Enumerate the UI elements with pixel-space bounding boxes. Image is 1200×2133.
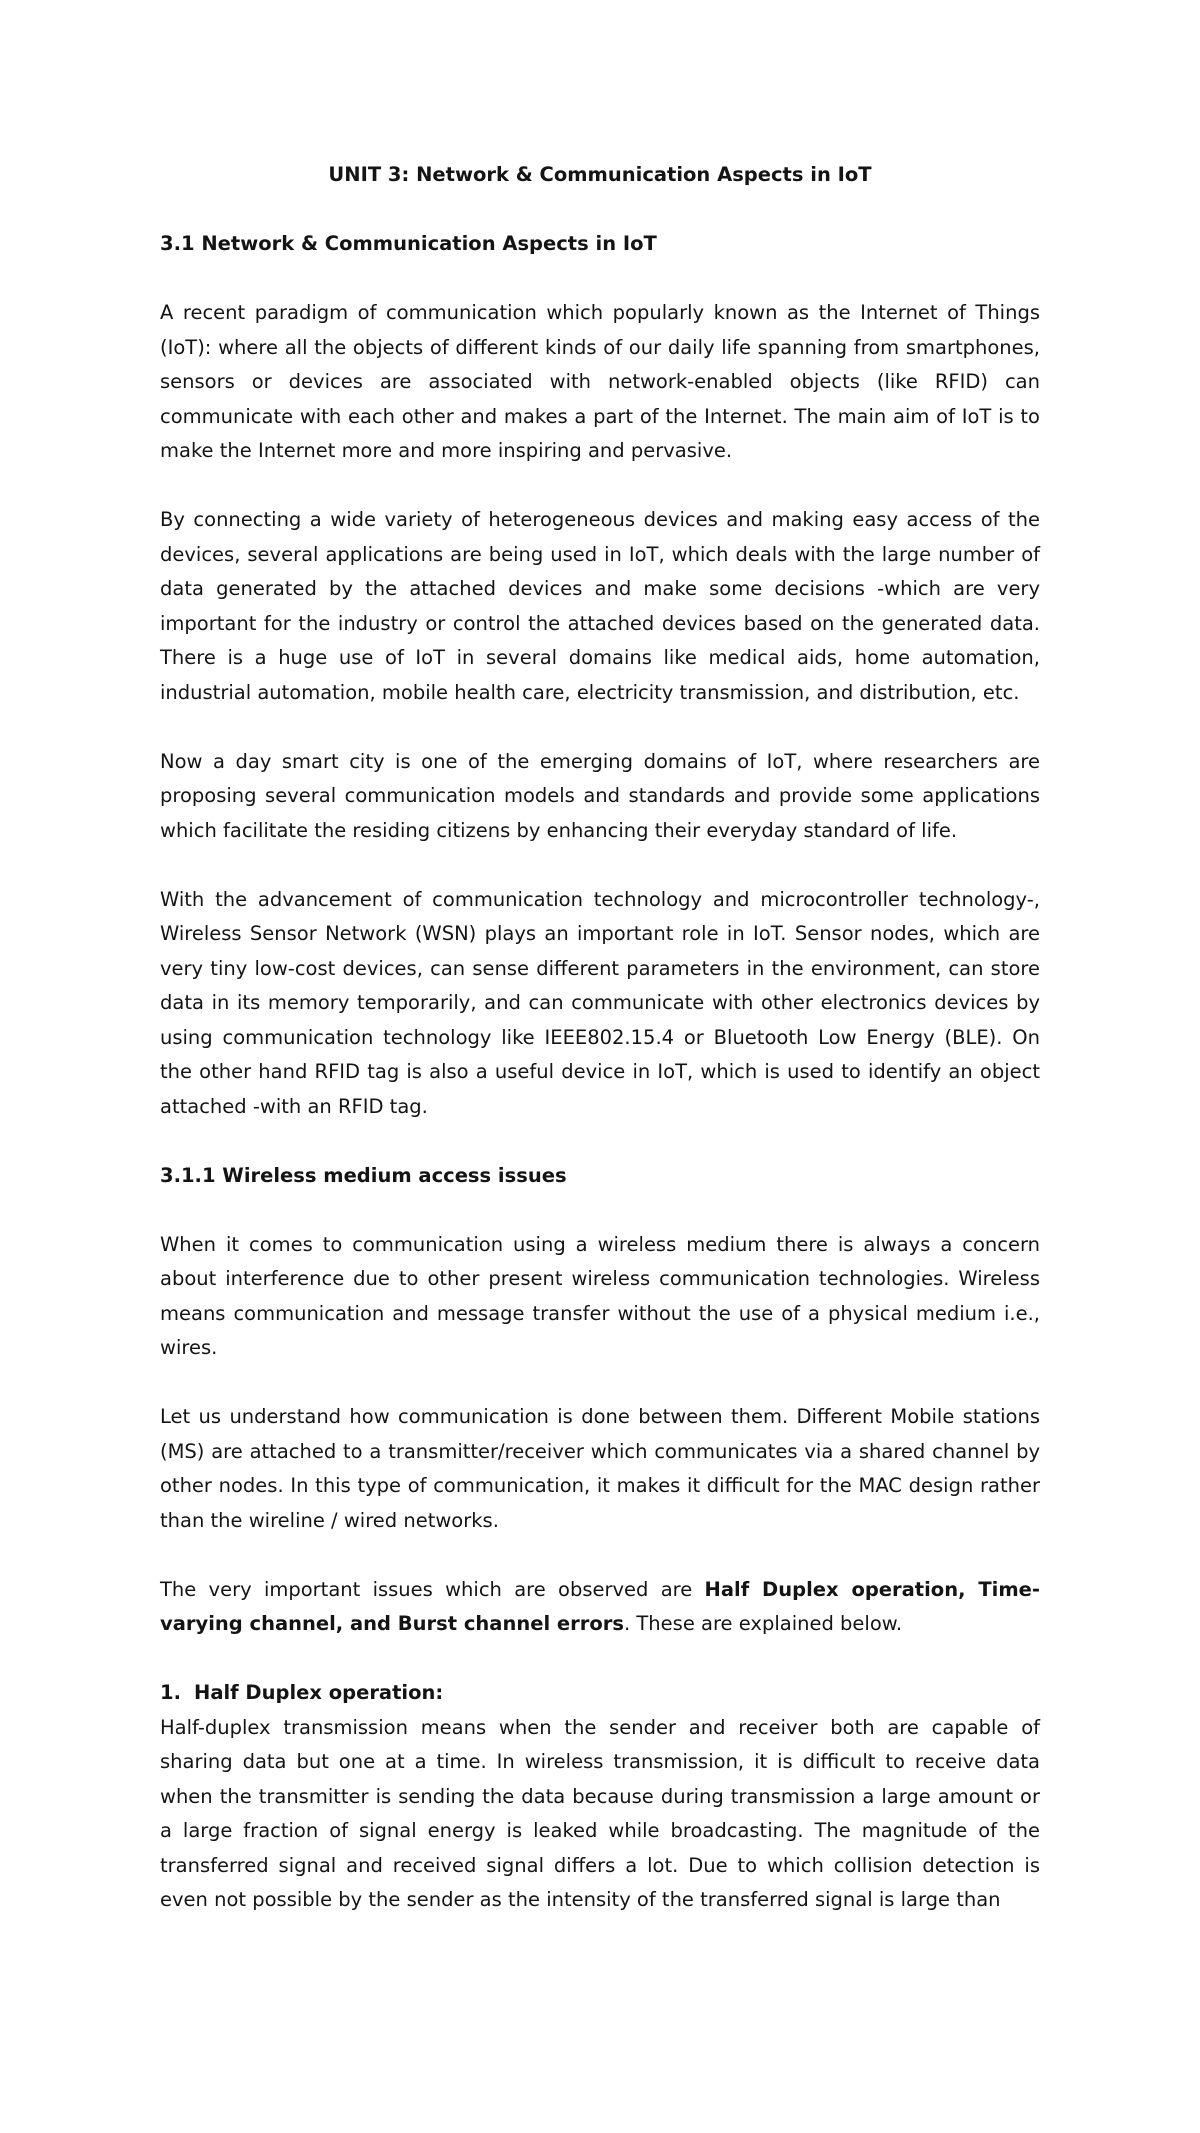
paragraph-smart-city: Now a day smart city is one of the emerging domains of IoT, where researchers are proposing several communication models and standards and provide some applications which facilitate the residing citizens by enhancing their everyday standard of life. xyxy=(160,749,1040,842)
list-item-number: 1. xyxy=(160,1681,181,1704)
list-item-heading-half-duplex xyxy=(160,1676,1040,1711)
paragraph-half-duplex: Half-duplex transmission means when the sender and receiver both are capable of sharing data but one at a time. In wireless transmission, it is difficult to receive data when the transmitter is sending the data because during transmission a large amount or a large fraction of signal energy is leaked while broadcasting. The magnitude of the transferred signal and received signal differs a lot. Due to which collision detection is even not possible by the sender as the intensity of the transferred signal is large than xyxy=(160,1715,1040,1911)
paragraph-issues xyxy=(160,1573,1040,1642)
paragraph-wsn: With the advancement of communication technology and microcontroller technology-, Wireless Sensor Network (WSN) plays an important role in IoT. Sensor nodes, which are very tiny low-cost devices, can sense different parameters in the environment, can store data in its memory temporarily, and can communicate with other electronics devices by using communication technology like IEEE802.15.4 or Bluetooth Low Energy (BLE). On the other hand RFID tag is also a useful device in IoT, which is used to identify an object attached -with an RFID tag. xyxy=(160,887,1040,1118)
issues-intro: The very important issues which are observed are xyxy=(160,1577,705,1601)
document-body xyxy=(160,158,1040,1918)
section-heading-3-1-1: 3.1.1 Wireless medium access issues xyxy=(160,1163,567,1187)
list-item-title: Half Duplex operation: xyxy=(194,1681,444,1704)
issues-outro: . These are explained below. xyxy=(624,1612,903,1635)
paragraph-mobile-stations: Let us understand how communication is done between them. Different Mobile stations (MS) are attached to a transmitter/receiver which communicates via a shared channel by other nodes. In this type of communication, it makes it difficult for the MAC design rather than the wireline / wired networks. xyxy=(160,1405,1040,1532)
document-title: UNIT 3: Network & Communication Aspects in IoT xyxy=(328,163,872,186)
section-heading-3-1: 3.1 Network & Communication Aspects in IoT xyxy=(160,232,657,255)
paragraph-wireless-concern: When it comes to communication using a wireless medium there is always a concern about interference due to other present wireless communication technologies. Wireless means communication and message transfer without the use of a physical medium i.e., wires. xyxy=(160,1232,1040,1359)
paragraph-iot-paradigm: A recent paradigm of communication which popularly known as the Internet of Things (IoT): where all the objects of different kinds of our daily life spanning from smartphones, sensors or devices are associated with network-enabled objects (like RFID) can communicate with each other and makes a part of the Internet. The main aim of IoT is to make the Internet more and more inspiring and pervasive. xyxy=(160,301,1040,462)
paragraph-heterogeneous-devices: By connecting a wide variety of heterogeneous devices and making easy access of the devices, several applications are being used in IoT, which deals with the large number of data generated by the attached devices and make some decisions -which are very important for the industry or control the attached devices based on the generated data. There is a huge use of IoT in several domains like medical aids, home automation, industrial automation, mobile health care, electricity transmission, and distribution, etc. xyxy=(160,508,1040,704)
issues-bold: Half Duplex operation, Time-varying channel, and Burst channel errors xyxy=(160,1577,1040,1635)
